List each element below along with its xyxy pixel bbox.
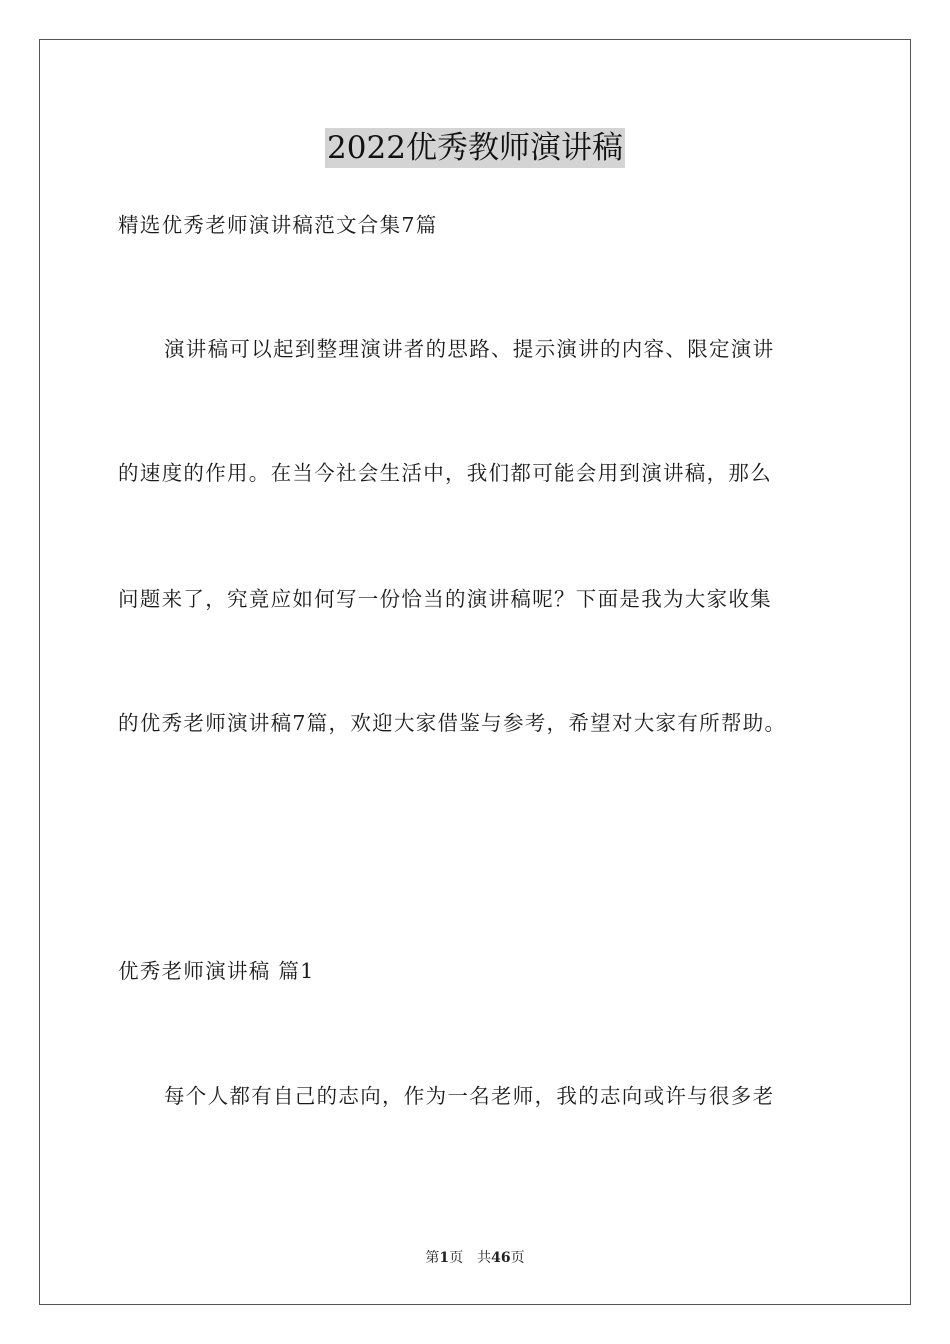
title-container xyxy=(0,128,950,168)
paragraph-line: 问题来了，究竟应如何写一份恰当的演讲稿呢？下面是我为大家收集 xyxy=(118,587,772,611)
footer-page-mid: 页 共 xyxy=(449,1250,492,1266)
document-subtitle: 精选优秀老师演讲稿范文合集7篇 xyxy=(118,213,438,237)
footer-page-number: 1 xyxy=(439,1250,450,1266)
footer-page-suffix: 页 xyxy=(510,1250,525,1266)
paragraph-line: 演讲稿可以起到整理演讲者的思路、提示演讲的内容、限定演讲 xyxy=(164,337,775,361)
footer-page-total: 46 xyxy=(491,1250,511,1266)
paragraph-line: 每个人都有自己的志向，作为一名老师，我的志向或许与很多老 xyxy=(164,1084,775,1108)
section-heading: 优秀老师演讲稿 篇1 xyxy=(118,959,315,983)
document-title: 2022优秀教师演讲稿 xyxy=(327,130,623,166)
paragraph-line: 的优秀老师演讲稿7篇，欢迎大家借鉴与参考，希望对大家有所帮助。 xyxy=(118,711,787,735)
paragraph-line: 的速度的作用。在当今社会生活中，我们都可能会用到演讲稿，那么 xyxy=(118,461,772,485)
page-footer xyxy=(0,1247,950,1267)
footer-page-prefix: 第 xyxy=(425,1250,440,1266)
